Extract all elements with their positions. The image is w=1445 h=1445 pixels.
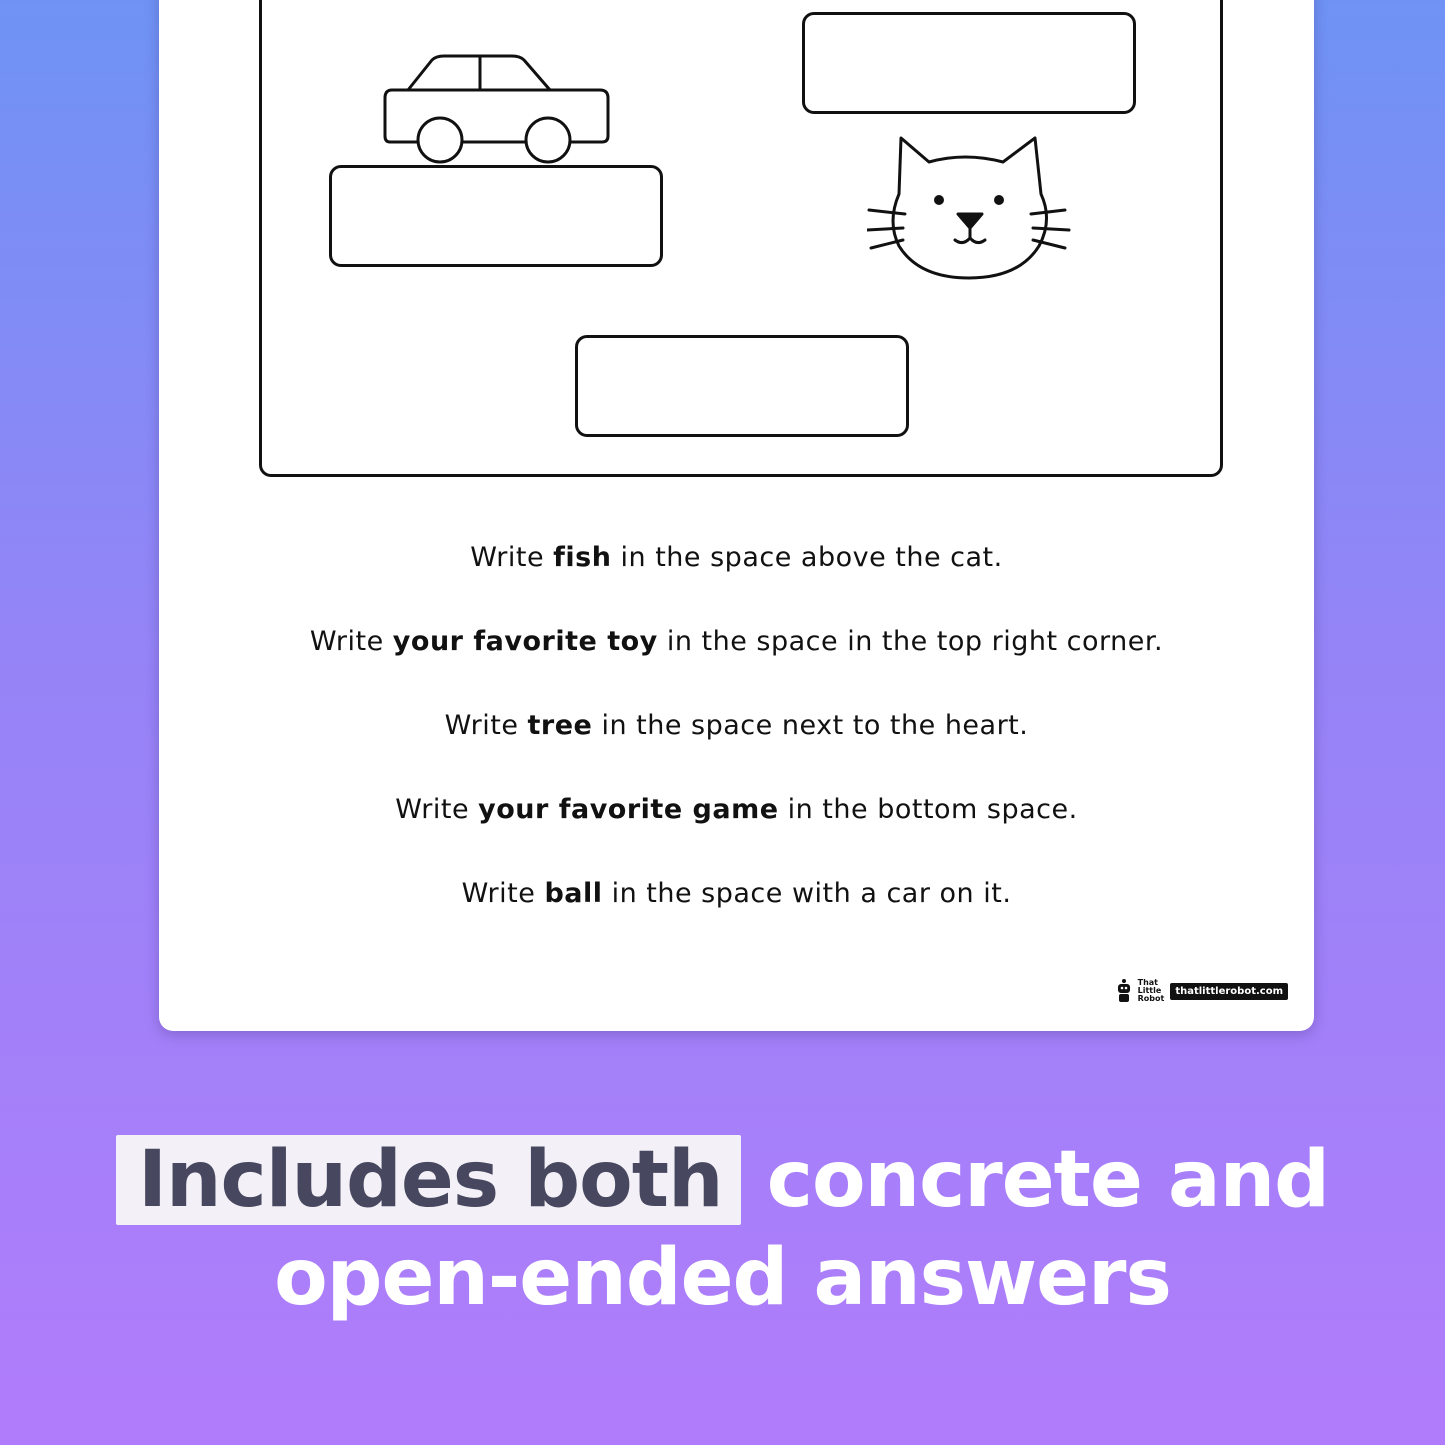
headline-highlight: Includes both xyxy=(116,1135,741,1225)
car-icon xyxy=(382,48,612,170)
worksheet-card xyxy=(159,0,1314,1031)
robot-logo-icon xyxy=(1116,978,1132,1004)
instruction-item: Write tree in the space next to the heart. xyxy=(444,710,1029,741)
worksheet-frame xyxy=(259,0,1223,477)
answer-box-car xyxy=(329,165,663,267)
answer-box-bottom xyxy=(575,335,909,437)
brand-footer xyxy=(1116,978,1288,1004)
instruction-list xyxy=(159,538,1314,958)
instruction-item: Write your favorite toy in the space in the top right corner. xyxy=(309,626,1164,657)
instruction-item: Write ball in the space with a car on it. xyxy=(461,878,1012,909)
instruction-item: Write your favorite game in the bottom space. xyxy=(395,794,1078,825)
brand-url: thatlittlerobot.com xyxy=(1170,983,1288,1000)
answer-box-top-right xyxy=(802,12,1136,114)
instruction-item: Write fish in the space above the cat. xyxy=(470,542,1003,573)
headline xyxy=(0,1131,1445,1327)
headline-line-2: open-ended answers xyxy=(274,1233,1171,1323)
cat-icon xyxy=(867,136,1072,282)
headline-line-1 xyxy=(0,1131,1445,1229)
brand-logo-text: That Little Robot xyxy=(1137,978,1165,1003)
headline-rest: concrete and xyxy=(766,1135,1330,1225)
